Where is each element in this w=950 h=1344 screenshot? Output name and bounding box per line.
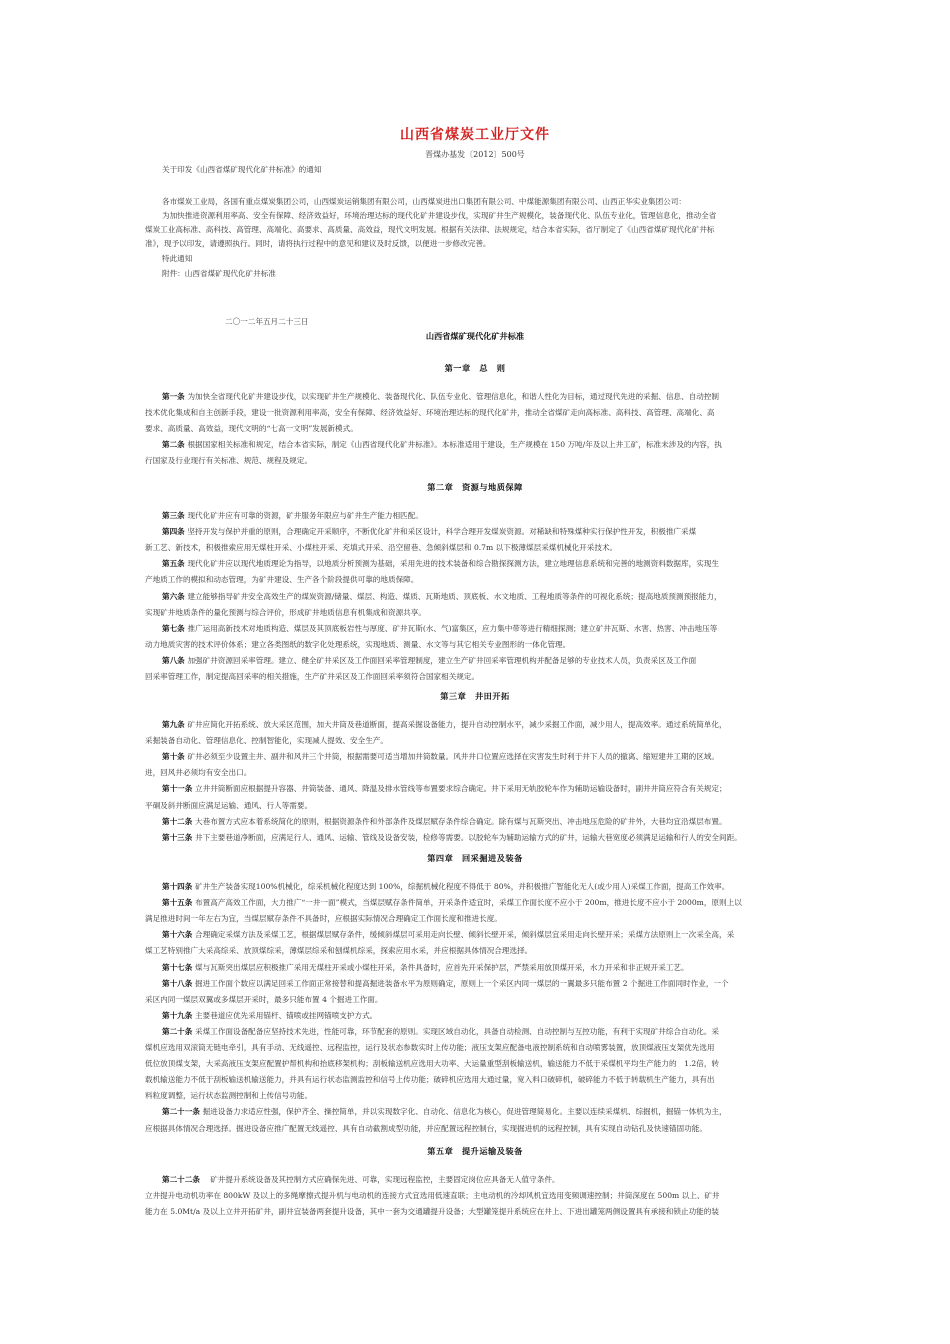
article-text: 合理确定采煤方法及采煤工艺，根据煤层赋存条件，缓倾斜煤层可采用走向长壁、倾斜长壁开采，倾斜煤层宜采用走向长壁开采；采煤方法原则上一次采全高，采 — [195, 930, 735, 940]
article-continuation-line — [145, 455, 312, 466]
article-line — [162, 978, 729, 989]
article-continuation-line — [145, 1206, 719, 1217]
article-text: 井下主要巷道净断面，应满足行人、通风、运输、管线及设备安装，检修等需要。以胶轮车为辅助运输方式的矿井，运输大巷宽度必须满足运输和行人的安全间距。 — [195, 832, 742, 842]
article-text: 根据国家相关标准和规定，结合本省实际，制定《山西省现代化矿井标准》。本标准适用于建设，生产规模在 150 万吨/年及以上井工矿，标准未涉及的内容，执 — [187, 440, 722, 450]
article-text: 建立能够指导矿井安全高效生产的煤炭资源/储量、煤层、构造、煤质、瓦斯地质、顶底板、水文地质、工程地质等条件的可视化系统；提高地质预测预报能力， — [187, 591, 722, 601]
article-text: 掘进工作面个数应以满足回采工作面正常接替和提高掘进装备水平为原则确定，原则上一个采区内同一煤层的一翼最多只能布置 2 个掘进工作面同时作业，一个 — [195, 978, 729, 988]
article-continuation-line — [145, 607, 426, 618]
article-text: 产地质工作的模拟和动态管理，为矿井建设、生产各个阶段提供可靠的地质保障。 — [145, 575, 419, 585]
notice-body-line: 煤炭工业高标准、高科技、高管理、高端化、高要求、高质量、高效益，现代文明发展。根据有关法律、法规规定，结合本省实际，省厅制定了《山西省煤矿现代化矿井标 — [145, 225, 715, 234]
article-line — [162, 783, 727, 794]
article-continuation-line — [145, 913, 502, 924]
notice-closing: 特此通知 — [162, 254, 193, 263]
article-line — [162, 439, 722, 450]
article-number: 第十二条 — [162, 816, 196, 826]
article-text: 采区内同一煤层双翼或多煤层开采时，最多只能布置 4 个掘进工作面。 — [145, 994, 383, 1004]
article-text: 回采率管理工作，制定提高回采率的相关措施，生产矿井采区及工作面回采率须符合国家相关规定。 — [145, 672, 480, 681]
notice-date: 二〇一二年五月二十三日 — [225, 317, 309, 326]
article-text: 现代化矿井应以现代地质理论为指导，以地质分析预测为基础，采用先进的技术装备和综合勘探探测方法，建立地理信息系统和完善的地测资料数据库，实现生 — [187, 559, 719, 569]
article-continuation-line — [145, 767, 251, 778]
article-text: 煤与瓦斯突出煤层应积极推广采用无煤柱开采或小煤柱开采，条件具备时，应首先开采保护层，严禁采用放顶煤开采，水力开采和非正规开采工艺。 — [195, 962, 689, 972]
article-line — [162, 897, 742, 908]
article-number: 第十九条 — [162, 1010, 196, 1020]
article-number: 第二十条 — [162, 1026, 196, 1036]
article-line — [162, 1010, 377, 1021]
article-line — [162, 816, 727, 827]
notice-body-line: 准》，现予以印发，请遵照执行。同时，请将执行过程中的意见和建议及时反馈，以便进一步修改完善。 — [145, 239, 491, 248]
article-number: 第十四条 — [162, 882, 196, 891]
article-text: 大巷布置方式应本着系统简化的原则，根据资源条件和外部条件及煤层赋存条件综合确定。除有煤与瓦斯突出、冲击地压危险的矿井外，大巷均宜沿煤层布置。 — [195, 816, 727, 826]
article-text: 应根据具体情况合理选择。掘进设备应推广配置无线遥控、具有自动截割成型功能，并应配置远程控制台，实现掘进机的远程控制，具有实现自动钻孔及快速锚固功能。 — [145, 1123, 707, 1133]
article-line — [162, 719, 727, 730]
article-number: 第八条 — [162, 655, 188, 665]
article-text: 低位放顶煤支架，大采高液压支架应配置护帮机构和抬底移架机构；刮板输送机应选用大功率、大运量重型刮板输送机，输送能力不低于采煤机平均生产能力的 1.2倍，转 — [145, 1059, 720, 1069]
article-text: 动力地质灾害的技术评价体系；建立各类图纸的数字化处理系统，实现地质、测量、水文等与其它相关专业图形的一体化管理。 — [145, 639, 571, 649]
article-text: 为加快全省现代化矿井建设步伐，以实现矿井生产规模化、装备现代化、队伍专业化、管理信息化，和谐人性化为目标，通过现代先进的采掘、信息、自动控制 — [187, 392, 719, 401]
article-text: 加强矿井资源回采率管理。建立、健全矿井采区及工作面回采率管理制度，建立生产矿井回采率管理机构并配备足够的专业技术人员，负责采区及工作面 — [187, 655, 697, 665]
article-number: 第十八条 — [162, 978, 196, 988]
article-continuation-line — [145, 542, 617, 553]
article-text: 新工艺、新技术，积极推索应用无煤柱开采、小煤柱开采、充填式开采、沿空留巷、急倾斜煤层和 0.7m 以下极薄煤层采煤机械化开采技术。 — [145, 543, 618, 553]
notice-subject: 关于印发《山西省煤矿现代化矿井标准》的通知 — [162, 165, 322, 174]
article-line — [162, 558, 719, 569]
chapter-heading: 第三章 井田开拓 — [440, 691, 510, 701]
article-text: 推广运用高新技术对地质构造、煤层及其顶底板岩性与厚度、矿井瓦斯(水、气)富集区，应力集中带等进行精细探测；建立矿井瓦斯、水害、热害、冲击地压等 — [187, 623, 718, 633]
article-continuation-line — [145, 994, 382, 1005]
standard-title: 山西省煤矿现代化矿井标准 — [425, 331, 525, 341]
article-number: 第二条 — [162, 440, 188, 450]
article-text: 采煤工作面设备配备应坚持技术先进，性能可靠，环节配套的原则。实现区域自动化，具备自动检测、自动控制与互控功能，有利于实现矿井综合自动化。采 — [195, 1026, 719, 1036]
article-line — [162, 832, 742, 843]
article-line — [162, 623, 717, 634]
article-text: 行国家及行业现行有关标准、规范、规程及规定。 — [145, 456, 313, 466]
document-number: 晋煤办基发〔2012〕500号 — [425, 150, 525, 159]
article-continuation-line — [145, 1090, 312, 1101]
article-continuation-line — [145, 574, 418, 585]
article-line — [162, 591, 722, 602]
document-title: 山西省煤炭工业厅文件 — [400, 127, 550, 143]
article-text: 现代化矿井应有可靠的资源，矿井服务年限应与矿井生产能力相匹配。 — [187, 511, 423, 520]
article-text: 料粒度调整，运行状态监测控制和上传信号功能。 — [145, 1091, 313, 1101]
article-text: 能力在 5.0Mt/a 及以上立井开拓矿井，副井宜装备两套提升设备，其中一套为交通罐提升设备；大型罐笼提升系统应在井上、下进出罐笼两侧设置具有承接和锁止功能的装 — [145, 1207, 719, 1217]
article-number: 第二十一条 — [162, 1107, 203, 1117]
article-text: 主要巷道应优先采用锚杆、锚喷或挂网锚喷支护方式。 — [195, 1010, 378, 1020]
article-number: 第三条 — [162, 511, 188, 520]
article-number: 第十一条 — [162, 784, 196, 794]
article-number: 第一条 — [162, 392, 188, 401]
article-text: 实现矿井地质条件的量化预测与综合评价，形成矿井地质信息有机集成和资源共享。 — [145, 607, 426, 617]
article-line — [162, 881, 729, 892]
article-continuation-line — [145, 671, 479, 682]
article-continuation-line — [145, 407, 715, 418]
article-text: 技术优化集成和自主创新手段，建设一批资源利用率高，安全有保障、经济效益好、环境治理达标的现代化矿井，推动全省煤矿走向高标准、高科技、高管理、高端化、高 — [145, 408, 715, 418]
article-continuation-line — [145, 945, 532, 956]
article-line — [162, 1174, 560, 1185]
article-number: 第六条 — [162, 591, 188, 601]
article-line — [162, 751, 719, 762]
article-line — [162, 962, 689, 973]
article-continuation-line — [145, 1123, 707, 1134]
chapter-heading: 第四章 回采掘进及装备 — [427, 853, 523, 863]
article-text: 进，回风井必须均有安全出口。 — [145, 768, 252, 778]
chapter-heading: 第一章 总 则 — [444, 363, 506, 373]
article-text: 平硐及斜井断面应满足运输、通风、行人等需要。 — [145, 800, 313, 810]
notice-recipients: 各市煤炭工业局，各国有重点煤炭集团公司，山西煤炭运销集团有限公司，山西煤炭进出口集团有限公司、中煤能源集团有限公司、山西正华实业集团公司： — [162, 197, 686, 206]
article-text: 掘进设备力求适应性强，保护齐全、操控简单，并以实现数字化、自动化、信息化为核心，促进管理简易化。主要以连续采煤机、综掘机，掘锚一体机为主， — [202, 1107, 727, 1117]
article-text: 煤机应选用双滚筒无链电牵引，具有手动、无线遥控、远程监控，运行及状态参数实时上传功能；液压支架应配备电液控制系统和自动喷雾装置，放顶煤液压支架优先选用 — [145, 1043, 715, 1052]
notice-body-line: 为加快推进资源利用率高、安全有保障、经济效益好，环境治理达标的现代化矿井建设步伐，实现矿井生产规模化，装备现代化、队伍专业化，管理信息化，推动全省 — [162, 211, 717, 220]
article-number: 第十条 — [162, 752, 188, 762]
article-text: 坚持开发与保护并重的原则，合理确定开采顺序，不断优化矿井和采区设计，科学合理开发煤炭资源。对稀缺和特殊煤种实行保护性开发，积极推广采煤 — [187, 527, 697, 537]
article-text: 要求、高质量、高效益，现代文明的“七高一文明”发展新模式。 — [145, 424, 358, 434]
article-line — [162, 1106, 727, 1117]
article-text: 矿井应简化开拓系统、放大采区范围，加大井筒及巷道断面，提高采掘设备能力，提升自动控制水平，减少采掘工作面，减少用人，提高效率。通过系统简单化， — [187, 720, 727, 729]
article-continuation-line — [145, 735, 388, 746]
article-text: 采掘装备自动化、管理信息化、控制智能化，实现减人提效、安全生产。 — [145, 736, 388, 746]
article-text: 立井井筒断面应根据提升容器、井筒装备、通风、降温及排水管线等布置要求综合确定。井下采用无轨胶轮车作为辅助运输设备时，副井井筒应符合有关规定； — [195, 784, 727, 794]
article-text: 布置高产高效工作面，大力推广“一井一面”模式，当煤层赋存条件简单，开采条件适宜时，采煤工作面长度不应小于 200m，推进长度不应小于 2000m，原则上以 — [195, 898, 742, 908]
notice-attachment: 附件：山西省煤矿现代化矿井标准 — [162, 269, 276, 278]
article-number: 第五条 — [162, 559, 188, 569]
article-line — [162, 655, 696, 666]
article-text: 满足推进时间一年左右为宜，当煤层赋存条件不具备时，应根据实际情况合理确定工作面长度和推进长度。 — [145, 914, 502, 924]
article-line — [162, 929, 734, 940]
article-continuation-line — [145, 1190, 720, 1201]
article-line — [162, 510, 423, 521]
article-continuation-line — [145, 639, 570, 650]
article-line — [162, 1026, 719, 1037]
article-continuation-line — [145, 800, 312, 811]
article-number: 第七条 — [162, 623, 188, 633]
article-number: 第十六条 — [162, 930, 196, 940]
article-text: 立井提升电动机功率在 800kW 及以上的多绳摩擦式提升机与电动机的连接方式宜选用低速直联；主电动机的冷却风机宜选用变频调速控制；井筒深度在 500m 以上、矿井 — [145, 1191, 720, 1201]
article-continuation-line — [145, 1058, 719, 1069]
chapter-heading: 第二章 资源与地质保障 — [427, 482, 523, 492]
article-number: 第十七条 — [162, 962, 196, 972]
article-continuation-line — [145, 1042, 715, 1053]
article-text: 矿井提升系统设备及其控制方式应确保先进、可靠，实现远程监控，主要固定岗位应具备无人值守条件。 — [202, 1175, 560, 1184]
article-line — [162, 526, 696, 537]
article-number: 第十五条 — [162, 898, 196, 908]
article-number: 第四条 — [162, 527, 188, 537]
article-text: 煤工艺特别推广大采高综采、放顶煤综采，薄煤层综采和刨煤机综采，探索应用水采，并应根据具体情况合理选择。 — [145, 946, 533, 956]
article-text: 矿井生产装备实现100%机械化，综采机械化程度达到 100%，综掘机械化程度不得低于 80%，并积极推广智能化无人(或少用人)采煤工作面，提高工作效率。 — [195, 882, 730, 891]
article-number: 第九条 — [162, 720, 188, 729]
article-continuation-line — [145, 423, 358, 434]
article-number: 第二十二条 — [162, 1175, 203, 1184]
article-text: 矿井必须至少设置主井、副井和风井三个井筒，根据需要可适当增加井筒数量。风井井口位置应选择在灾害发生时利于井下人员的撤离、缩短建井工期的区域。 — [187, 752, 719, 762]
article-line — [162, 391, 719, 402]
chapter-heading: 第五章 提升运输及装备 — [427, 1146, 523, 1156]
article-text: 载机输送能力不低于刮板输送机输送能力，并具有运行状态监测监控和信号上传功能；破碎机应选用大通过量，宽入料口破碎机，破碎能力不低于转载机生产能力，具有出 — [145, 1075, 715, 1085]
article-continuation-line — [145, 1074, 715, 1085]
article-number: 第十三条 — [162, 832, 196, 842]
